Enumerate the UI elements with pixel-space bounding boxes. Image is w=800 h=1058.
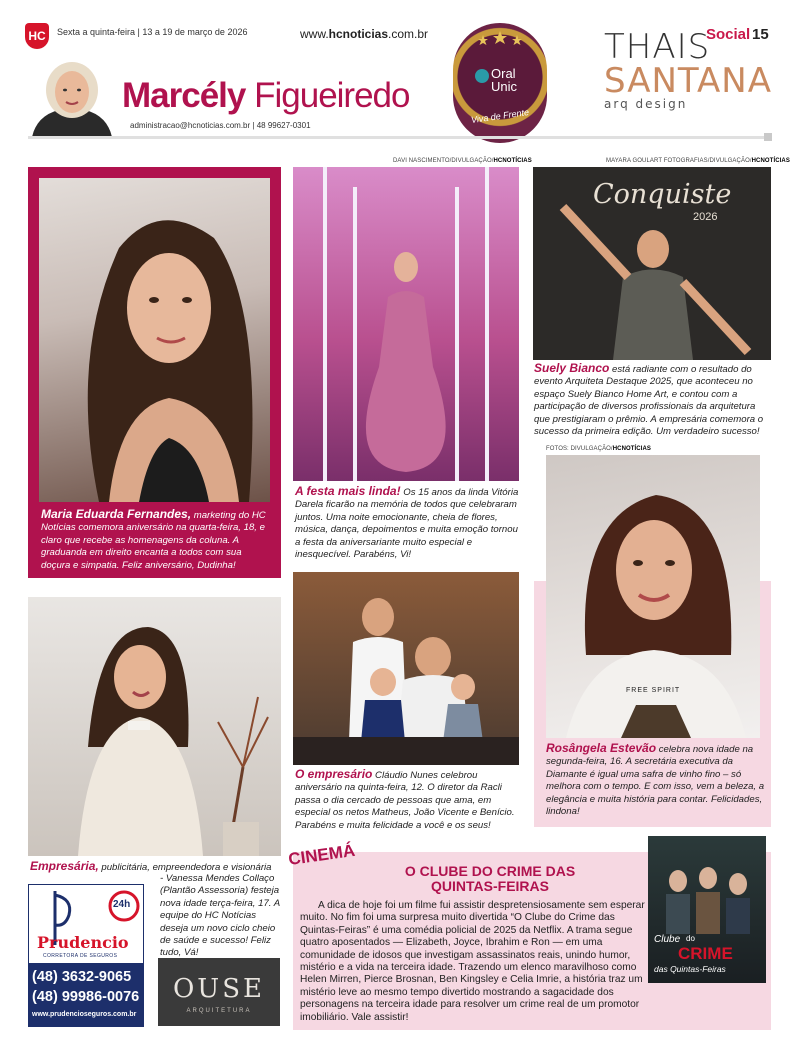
suely-caption xyxy=(534,362,772,438)
poster-line1: Clube xyxy=(654,934,681,945)
suely-photo xyxy=(533,167,771,360)
festa-title: A festa mais linda! xyxy=(295,484,401,498)
oral-unic-seal[interactable] xyxy=(453,23,547,143)
columnist-contact[interactable]: administracao@hcnoticias.com.br | 48 99627-0301 xyxy=(130,121,311,130)
suely-backdrop-title: Conquiste xyxy=(593,179,732,210)
prudencio-site[interactable]: www.prudencioseguros.com.br xyxy=(32,1011,137,1018)
site-domain: hcnoticias xyxy=(328,27,389,41)
maria-name: Maria Eduarda Fernandes, xyxy=(41,507,192,521)
prudencio-sub: CORRETORA DE SEGUROS xyxy=(43,953,118,959)
cinema-kicker: CINEMÁ xyxy=(287,840,357,870)
prudencio-badge: 24h xyxy=(113,899,131,910)
columnist-name xyxy=(122,76,410,116)
suely-name: Suely Bianco xyxy=(534,361,610,375)
empresaria-photo xyxy=(28,597,281,856)
empresaria-title: Empresária, xyxy=(30,859,99,873)
suely-credit-text: MAYARA GOULART FOTOGRAFIAS/DIVULGAÇÃO/ xyxy=(606,158,752,164)
seal-line2: Unic xyxy=(491,79,518,94)
suely-credit xyxy=(606,158,790,164)
festa-text: Os 15 anos da linda Vitória Darela ficarão na memória de todos que celebraram juntos. Uma noite emocionante, cheia de flores, música, dança, depoimentos e muita emoção tornou a festa da aniversariante muito especial e inesquecível. Parabéns, Vi! xyxy=(295,487,519,561)
empresario-photo xyxy=(293,572,519,765)
empresaria-caption xyxy=(160,873,282,960)
ouse-ad[interactable] xyxy=(158,958,280,1026)
suely-backdrop-year: 2026 xyxy=(693,211,718,223)
columnist-first-name: Marcély xyxy=(122,76,246,115)
seal-line1: Oral xyxy=(491,66,516,81)
seal-tagline: Viva de Frente xyxy=(470,106,530,126)
poster-line2: do xyxy=(686,934,695,943)
festa-credit xyxy=(393,158,532,164)
rosangela-shirt-text: FREE SPIRIT xyxy=(626,687,681,694)
rosangela-credit-text: FOTOS: DIVULGAÇÃO/ xyxy=(546,446,613,452)
maria-caption xyxy=(41,508,269,572)
site-url[interactable] xyxy=(300,27,428,41)
columnist-photo xyxy=(28,52,116,137)
seal-text xyxy=(491,67,517,93)
prudencio-ad[interactable] xyxy=(28,884,144,1027)
thais-sub: arq design xyxy=(604,97,688,111)
cinema-text: A dica de hoje foi um filme fui assistir despretensiosamente sem esperar muito. No fim foi uma surpresa muito divertida “O Clube do Crime das Quintas-Feiras” é uma comédia policial de 2025 da Netflix. A trama segue quatro aposentados — Elizabeth, Joyce, Ibrahim e Ron — em uma comunidade de idosos que investigam assassinatos reais, unindo humor, mistério e a vida na terceira idade. Trazendo um elenco maravilhoso como Helen Mirren, Pierce Brosnan, Ben Kingsley e Celia Imrie, a história traz um mistério leve ao mesmo tempo divertido mostrando a sagacidade dos personagens na terceira idade para resolver um crime real de um promotor imobiliário. Vale assistir! xyxy=(300,900,645,1023)
poster-line3: CRIME xyxy=(678,944,733,963)
festa-credit-brand: HCNOTÍCIAS xyxy=(493,158,532,164)
hc-logo[interactable]: HC xyxy=(25,23,49,49)
issue-date: Sexta a quinta-feira | 13 a 19 de março de 2026 xyxy=(57,27,248,37)
ouse-sub: ARQUITETURA xyxy=(186,1008,252,1014)
header-divider xyxy=(28,136,764,139)
cinema-poster xyxy=(648,836,766,983)
prudencio-brand: Prudencio xyxy=(37,933,129,952)
empresario-caption xyxy=(295,768,521,832)
oral-unic-logo-icon xyxy=(475,69,489,83)
festa-credit-text: DAVI NASCIMENTO/DIVULGAÇÃO/ xyxy=(393,158,494,164)
maria-photo xyxy=(39,178,270,502)
thais-line1: THAIS xyxy=(604,27,711,67)
rosangela-text: celebra nova idade na segunda-feira, 16. A secretária executiva da Diamante é igual uma safra de vinho fino – só melhora com o tempo. E com isso, vem a beleza, a elegância e muita história para contar. Felicidades, lindona! xyxy=(546,744,765,818)
ouse-brand: OUSE xyxy=(172,974,266,1004)
columnist-last-name: Figueiredo xyxy=(254,76,410,115)
empresario-text: Cláudio Nunes celebrou aniversário na quinta-feira, 12. O diretor da Racli passa o dia cercado de pessoas que ama, em especial os netos Matheus, João Vicente e Benício. Parabéns e muita felicidade a você e os seus! xyxy=(295,770,515,831)
suely-text: está radiante com o resultado do evento Arquiteta Destaque 2025, que aconteceu no espaço Suely Bianco Home Art, e contou com a participação de diversos profissionais da arquitetura que prestigiaram o prêmio. A empresária comemora o sucesso da primeira edição. Um verdadeiro sucesso! xyxy=(534,364,764,438)
poster-line4: das Quintas-Feiras xyxy=(654,964,726,974)
empresaria-text-lead: publicitária, empreendedora e visionária xyxy=(101,862,272,873)
site-prefix: www. xyxy=(300,27,329,41)
rosangela-caption xyxy=(546,742,766,818)
prudencio-phone2[interactable]: (48) 99986-0076 xyxy=(32,989,140,1005)
rosangela-name: Rosângela Estevão xyxy=(546,741,657,755)
cinema-title: O CLUBE DO CRIME DAS QUINTAS-FEIRAS xyxy=(404,863,576,894)
header-divider-cap xyxy=(764,133,772,141)
rosangela-credit-brand: HCNOTÍCIAS xyxy=(612,446,652,452)
rosangela-credit xyxy=(546,446,651,452)
suely-credit-brand: HCNOTÍCIAS xyxy=(751,158,790,164)
maria-text: marketing do HC Notícias comemora aniversário na quarta-feira, 18, e claro que recebe as homenagens da coluna. A graduanda em direito encanta a todos com sua doçura e simpatia. Feliz aniversário, Dudinha! xyxy=(41,510,266,571)
empresaria-text: - Vanessa Mendes Collaço (Plantão Assessoria) festeja nova idade terça-feira, 17. A equipe do HC Notícias deseja um novo ciclo cheio de saúde e sucesso! Feliz tudo, Vá! xyxy=(160,873,280,959)
prudencio-phone1[interactable]: (48) 3632-9065 xyxy=(32,969,132,985)
festa-caption xyxy=(295,485,521,561)
page-number: 15 xyxy=(752,26,769,43)
site-suffix: .com.br xyxy=(388,27,429,41)
section-name: Social xyxy=(706,26,751,43)
festa-photo xyxy=(293,167,519,481)
thais-line2: SANTANA xyxy=(604,61,772,101)
empresario-title: O empresário xyxy=(295,767,373,781)
rosangela-photo xyxy=(546,455,760,738)
